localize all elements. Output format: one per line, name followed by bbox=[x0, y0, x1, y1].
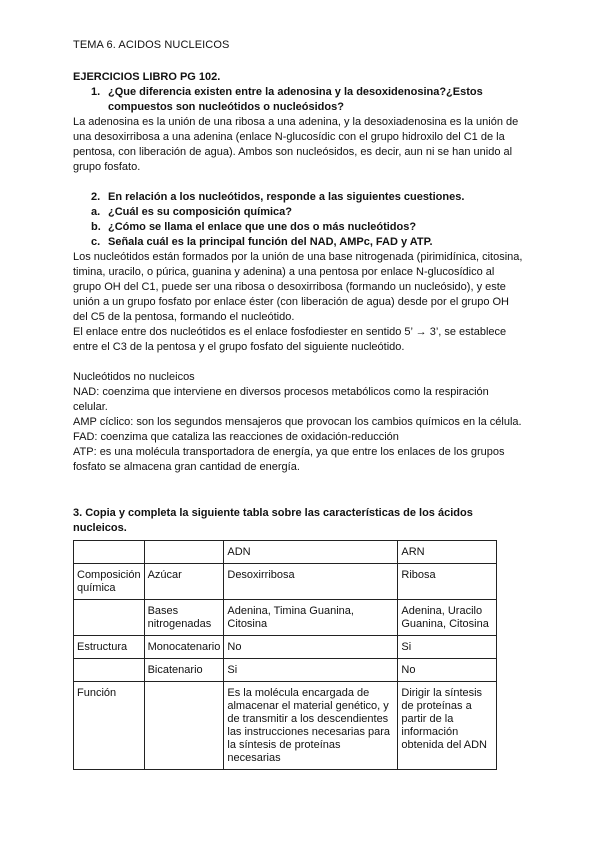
table-header-cell: ARN bbox=[398, 541, 497, 564]
question-1-line: compuestos son nucleótidos o nucleósidos? bbox=[108, 101, 344, 113]
section-title: EJERCICIOS LIBRO PG 102. bbox=[73, 71, 221, 83]
table-row bbox=[74, 564, 497, 600]
page-header: TEMA 6. ACIDOS NUCLEICOS bbox=[73, 39, 230, 51]
table-cell: No bbox=[398, 659, 497, 682]
answer-2-line: entre el C3 de la pentosa y el grupo fosfato del siguiente nucleótido. bbox=[73, 341, 405, 353]
question-2-item bbox=[91, 220, 523, 235]
nucleic-acids-table bbox=[73, 540, 497, 770]
table-header-cell: ADN bbox=[224, 541, 398, 564]
table-cell: Función bbox=[74, 682, 145, 770]
answer-2-line: del C5 de la pentosa, formando el nucleótido. bbox=[73, 311, 295, 323]
table-cell: Dirigir la síntesis de proteínas a partir de la información obtenida del ADN bbox=[398, 682, 497, 770]
answer-1-line: grupo fosfato. bbox=[73, 161, 141, 173]
table-cell: Monocatenario bbox=[144, 636, 224, 659]
table-row bbox=[74, 600, 497, 636]
table-cell: Estructura bbox=[74, 636, 145, 659]
question-1-number: 1. bbox=[91, 86, 101, 98]
answer-2-line: Los nucleótidos están formados por la unión de una base nitrogenada (pirimidínica, citosina, bbox=[73, 251, 523, 263]
question-2-marker: a. bbox=[91, 206, 101, 218]
table-cell: Ribosa bbox=[398, 564, 497, 600]
question-2-text: Señala cuál es la principal función del NAD, AMPc, FAD y ATP. bbox=[108, 236, 433, 248]
answer-2-line: El enlace entre dos nucleótidos es el enlace fosfodiester en sentido 5’ → 3’, se establece bbox=[73, 326, 507, 338]
question-2-item bbox=[91, 235, 523, 250]
answer-3-line: NAD: coenzima que interviene en diversos procesos metabólicos como la respiración bbox=[73, 386, 489, 398]
table-cell: No bbox=[224, 636, 398, 659]
table-cell: Si bbox=[398, 636, 497, 659]
question-2-text: ¿Cuál es su composición química? bbox=[108, 206, 292, 218]
question-3-line: nucleicos. bbox=[73, 522, 127, 534]
question-2-item bbox=[91, 190, 523, 205]
table-cell bbox=[144, 541, 224, 564]
answer-3-line: fosfato se almacena gran cantidad de energía. bbox=[73, 461, 300, 473]
answer-3-line: celular. bbox=[73, 401, 108, 413]
table-cell bbox=[144, 682, 224, 770]
table-cell: Azúcar bbox=[144, 564, 224, 600]
table-cell: Composición química bbox=[74, 564, 145, 600]
answer-1-line: La adenosina es la unión de una ribosa a una adenina, y la desoxiadenosina es la unión de bbox=[73, 116, 519, 128]
answer-3 bbox=[73, 370, 523, 475]
table-cell: Es la molécula encargada de almacenar el material genético, y de transmitir a los descendientes las instrucciones necesarias para la síntesis de proteínas necesarias bbox=[224, 682, 398, 770]
answer-1 bbox=[73, 115, 523, 175]
table-cell: Bicatenario bbox=[144, 659, 224, 682]
question-3 bbox=[73, 506, 523, 536]
table-cell: Bases nitrogenadas bbox=[144, 600, 224, 636]
table-row bbox=[74, 541, 497, 564]
question-3-line: 3. Copia y completa la siguiente tabla sobre las características de los ácidos bbox=[73, 507, 473, 519]
question-2-text: En relación a los nucleótidos, responde a las siguientes cuestiones. bbox=[108, 191, 465, 203]
table-row bbox=[74, 659, 497, 682]
question-2-marker: 2. bbox=[91, 191, 101, 203]
question-2-marker: b. bbox=[91, 221, 101, 233]
table-row bbox=[74, 682, 497, 770]
table-cell: Adenina, Timina Guanina, Citosina bbox=[224, 600, 398, 636]
question-1 bbox=[91, 85, 523, 115]
answer-1-line: una desoxirribosa a una adenina (enlace N-glucosídic con el grupo hidroxilo del C1 de la bbox=[73, 131, 505, 143]
question-1-line: ¿Que diferencia existen entre la adenosina y la desoxidenosina?¿Estos bbox=[108, 86, 483, 98]
answer-2-line: timina, uracilo, o púrica, guanina y adenina) a una pentosa por enlace N-glucosídico al bbox=[73, 266, 495, 278]
answer-3-line: ATP: es una molécula transportadora de energía, ya que entre los enlaces de los grupos bbox=[73, 446, 505, 458]
question-1-text bbox=[108, 85, 483, 115]
table-cell bbox=[74, 659, 145, 682]
table-cell bbox=[74, 541, 145, 564]
table-row bbox=[74, 636, 497, 659]
table-cell bbox=[74, 600, 145, 636]
answer-2-line: unión a un grupo fosfato por enlace éster (con liberación de agua) desde por el grupo OH bbox=[73, 296, 510, 308]
table-cell: Si bbox=[224, 659, 398, 682]
table-cell: Desoxirribosa bbox=[224, 564, 398, 600]
question-2 bbox=[73, 190, 523, 250]
document-body bbox=[73, 70, 523, 536]
answer-1-line: pentosa, con liberación de agua). Ambos son nucleósidos, es decir, aun ni se han unido al bbox=[73, 146, 513, 158]
answer-3-line: AMP cíclico: son los segundos mensajeros que provocan los cambios químicos en la célula. bbox=[73, 416, 522, 428]
spacer bbox=[73, 355, 523, 370]
answer-2-line: grupo OH del C1, puede ser una ribosa o desoxirribosa (formando un nucleósido), y este bbox=[73, 281, 506, 293]
question-2-marker: c. bbox=[91, 236, 101, 248]
answer-3-line: Nucleótidos no nucleicos bbox=[73, 371, 195, 383]
answer-3-line: FAD: coenzima que cataliza las reacciones de oxidación-reducción bbox=[73, 431, 399, 443]
table-cell: Adenina, Uracilo Guanina, Citosina bbox=[398, 600, 497, 636]
question-2-item bbox=[91, 205, 523, 220]
question-2-text: ¿Cómo se llama el enlace que une dos o más nucleótidos? bbox=[108, 221, 417, 233]
answer-2 bbox=[73, 250, 523, 355]
